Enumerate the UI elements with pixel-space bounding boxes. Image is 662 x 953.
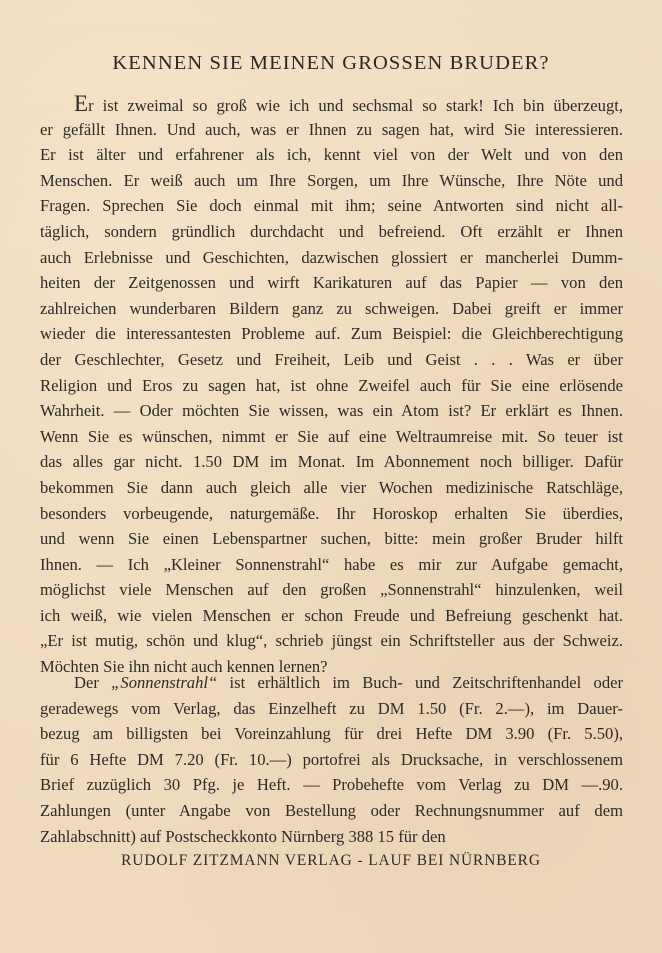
text-line-content: r ist zweimal so groß wie ich und sechsmal so stark! Ich bin überzeugt,: [88, 96, 623, 115]
text-line: täglich, sondern gründlich durchdacht und befreiend. Oft erzählt er Ihnen: [40, 221, 623, 241]
text-line: bezug am billigsten bei Voreinzahlung für drei Hefte DM 3.90 (Fr. 5.50),: [40, 724, 623, 744]
text-line: bekommen Sie dann auch gleich alle vier Wochen medizinische Ratschläge,: [40, 477, 623, 497]
text-line: Ihnen. — Ich „Kleiner Sonnenstrahl“ habe es mir zur Aufgabe gemacht,: [40, 554, 623, 574]
text-line: Wahrheit. — Oder möchten Sie wissen, was ein Atom ist? Er erklärt es Ihnen.: [40, 401, 623, 421]
magazine-name: „Sonnenstrahl“: [111, 673, 218, 692]
text-line: er gefällt Ihnen. Und auch, was er Ihnen zu sagen hat, wird Sie interessieren.: [40, 119, 623, 139]
text-line: besonders vorbeugende, naturgemäße. Ihr Horoskop erhalten Sie überdies,: [40, 503, 623, 523]
text-line-suffix: ist erhältlich im Buch- und Zeitschriftenhandel oder: [217, 673, 624, 692]
text-line: [40, 91, 623, 117]
page-title: KENNEN SIE MEINEN GROSSEN BRUDER?: [112, 52, 550, 74]
text-line: Religion und Eros zu sagen hat, ist ohne Zweifel auch für Sie eine erlösende: [40, 375, 623, 395]
text-line: das alles gar nicht. 1.50 DM im Monat. Im Abonnement noch billiger. Dafür: [40, 452, 623, 472]
text-line: auch Erlebnisse und Geschichten, dazwischen glossiert er mancherlei Dumm-: [40, 247, 623, 267]
publisher-footer: RUDOLF ZITZMANN VERLAG - LAUF BEI NÜRNBERG: [121, 852, 541, 869]
text-line: ich weiß, wie vielen Menschen er schon Freude und Befreiung geschenkt hat.: [40, 605, 623, 625]
text-line: Zahlabschnitt) auf Postscheckkonto Nürnberg 388 15 für den: [40, 826, 446, 846]
text-line: Menschen. Er weiß auch um Ihre Sorgen, um Ihre Wünsche, Ihre Nöte und: [40, 170, 623, 190]
text-line: [40, 670, 623, 696]
text-line: und wenn Sie einen Lebenspartner suchen, bitte: mein großer Bruder hilft: [40, 529, 623, 549]
text-line: Möchten Sie ihn nicht auch kennen lernen?: [40, 657, 328, 677]
text-line: der Geschlechter, Gesetz und Freiheit, Leib und Geist . . . Was er über: [40, 349, 623, 369]
drop-cap: E: [74, 91, 89, 116]
body-paragraph-1: [40, 91, 623, 680]
text-line: Wenn Sie es wünschen, nimmt er Sie auf eine Weltraumreise mit. So teuer ist: [40, 426, 623, 446]
text-line-prefix: Der: [74, 673, 112, 692]
text-line: Brief zuzüglich 30 Pfg. je Heft. — Probehefte vom Verlag zu DM —.90.: [40, 775, 623, 795]
text-line: „Er ist mutig, schön und klug“, schrieb jüngst ein Schriftsteller aus der Schweiz.: [40, 631, 623, 651]
body-paragraph-2: [40, 670, 623, 849]
text-line: wieder die interessantesten Probleme auf. Zum Beispiel: die Gleichberechtigung: [40, 324, 623, 344]
text-line: Zahlungen (unter Angabe von Bestellung oder Rechnungsnummer auf dem: [40, 800, 623, 820]
text-line: geradewegs vom Verlag, das Einzelheft zu DM 1.50 (Fr. 2.—), im Dauer-: [40, 698, 623, 718]
text-line: möglichst viele Menschen auf den großen „Sonnenstrahl“ hinzulenken, weil: [40, 580, 623, 600]
text-line: heiten der Zeitgenossen und wirft Karikaturen auf das Papier — von den: [40, 273, 623, 293]
text-line: zahlreichen wunderbaren Bildern ganz zu schweigen. Dabei greift er immer: [40, 298, 623, 318]
text-line: Fragen. Sprechen Sie doch einmal mit ihm; seine Antworten sind nicht all-: [40, 196, 623, 216]
text-line: für 6 Hefte DM 7.20 (Fr. 10.—) portofrei als Drucksache, in verschlossenem: [40, 749, 623, 769]
text-line: Er ist älter und erfahrener als ich, kennt viel von der Welt und von den: [40, 145, 623, 165]
